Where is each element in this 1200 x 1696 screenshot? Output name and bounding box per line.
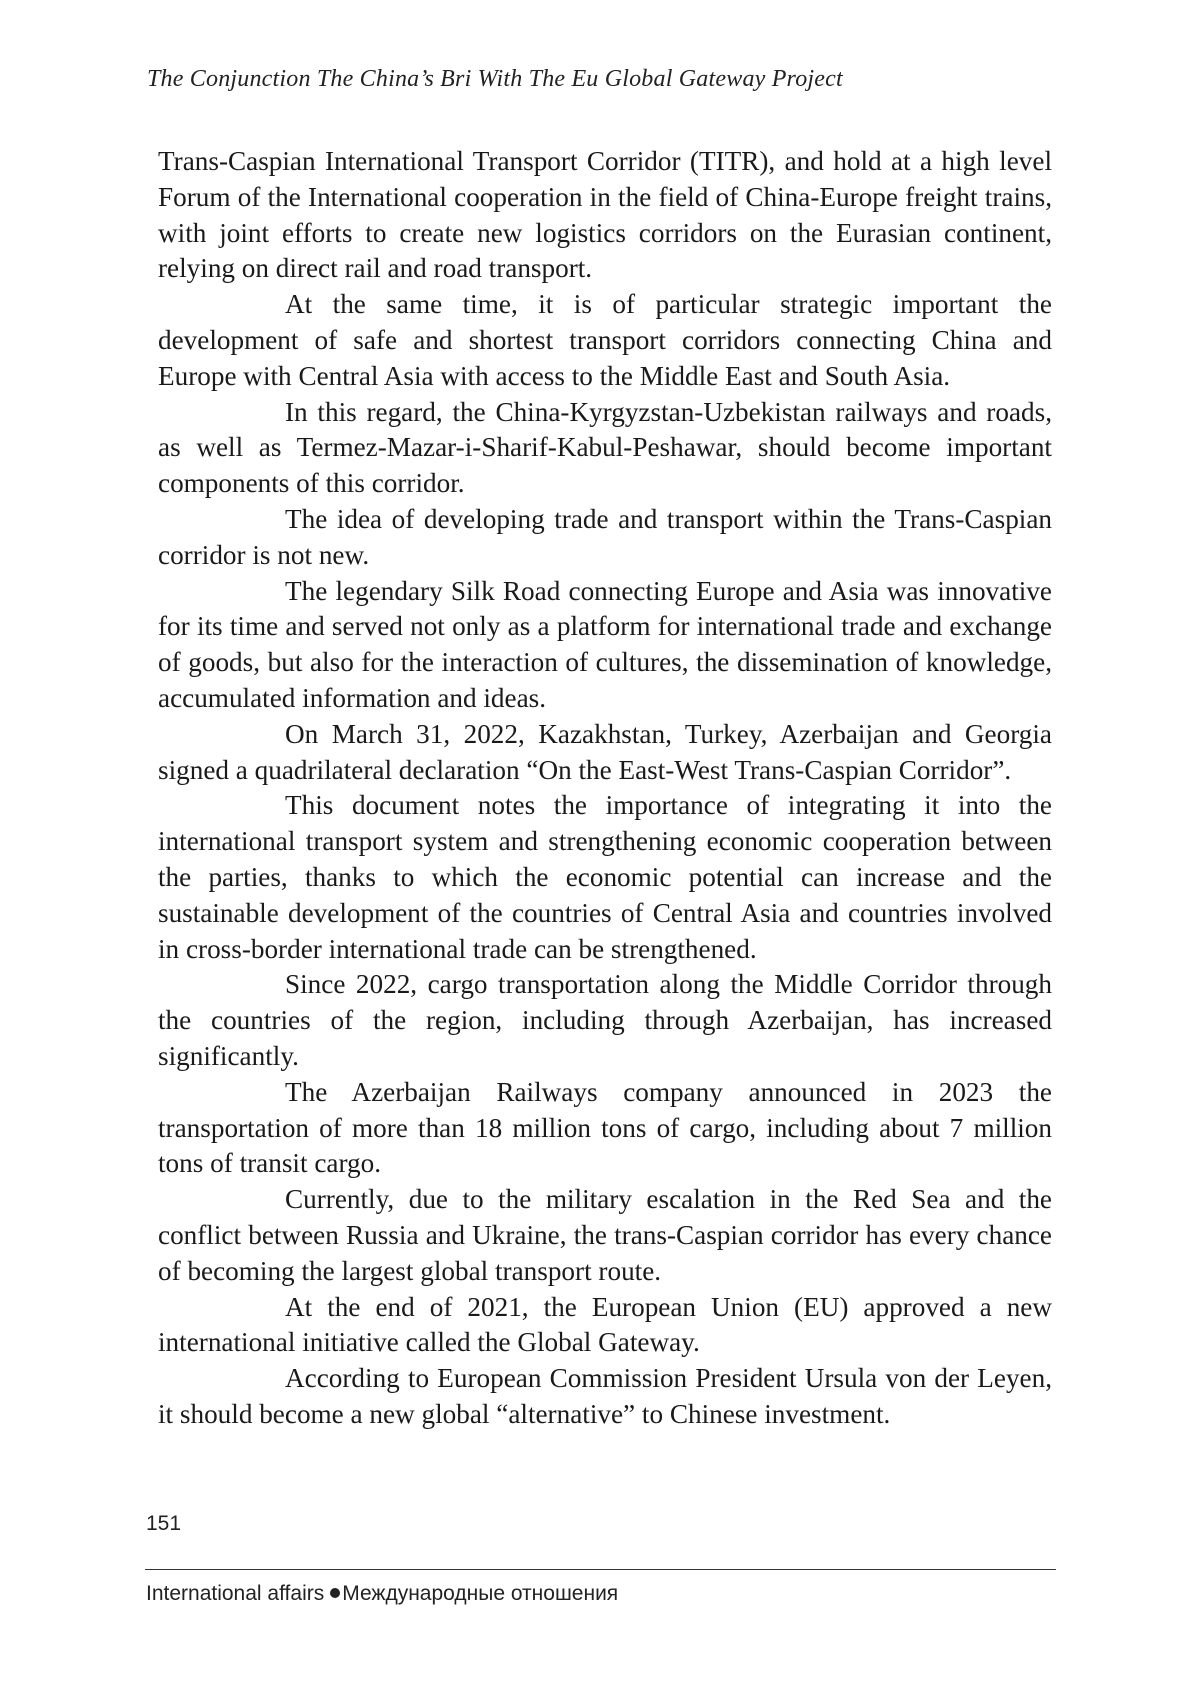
journal-name-ru: Международные отношения bbox=[342, 1582, 619, 1605]
paragraph: The legendary Silk Road connecting Europe and Asia was innovative for its time and served not only as a platform for international trade and exchange of goods, but also for the interaction of cultures, the dissemination of knowledge, accumulated information and ideas. bbox=[158, 575, 1052, 713]
journal-footer bbox=[146, 1582, 618, 1606]
journal-name-en: International affairs bbox=[146, 1582, 325, 1605]
paragraph: The Azerbaijan Railways company announced in 2023 the transportation of more than 18 million tons of cargo, including about 7 million tons of transit cargo. bbox=[158, 1076, 1052, 1179]
running-header: The Conjunction The China’s Bri With The Eu Global Gateway Project bbox=[147, 66, 843, 92]
bullet-icon bbox=[330, 1588, 340, 1598]
paragraph: Currently, due to the military escalation in the Red Sea and the conflict between Russia and Ukraine, the trans-Caspian corridor has every chance of becoming the largest global transport route. bbox=[158, 1184, 1052, 1286]
paragraph: At the end of 2021, the European Union (EU) approved a new international initiative called the Global Gateway. bbox=[158, 1291, 1052, 1358]
article-body bbox=[158, 144, 1052, 1433]
paragraph: According to European Commission President Ursula von der Leyen, it should become a new global “alternative” to Chinese investment. bbox=[158, 1363, 1052, 1429]
footer-divider bbox=[145, 1569, 1056, 1570]
paragraph: At the same time, it is of particular strategic important the development of safe and shortest transport corridors connecting China and Europe with Central Asia with access to the Middle East and South Asia. bbox=[158, 289, 1052, 391]
paragraph: Trans-Caspian International Transport Corridor (TITR), and hold at a high level Forum of the International cooperation in the field of China-Europe freight trains, with joint efforts to create new logistics corridors on the Eurasian continent, relying on direct rail and road transport. bbox=[158, 146, 1052, 284]
paragraph: In this regard, the China-Kyrgyzstan-Uzbekistan railways and roads, as well as Termez-Mazar-i-Sharif-Kabul-Peshawar, should become important components of this corridor. bbox=[158, 396, 1052, 499]
page-number: 151 bbox=[146, 1512, 182, 1535]
paragraph: The idea of developing trade and transport within the Trans-Caspian corridor is not new. bbox=[158, 503, 1052, 570]
paragraph: On March 31, 2022, Kazakhstan, Turkey, Azerbaijan and Georgia signed a quadrilateral declaration “On the East-West Trans-Caspian Corridor”. bbox=[158, 718, 1052, 785]
paragraph: Since 2022, cargo transportation along the Middle Corridor through the countries of the region, including through Azerbaijan, has increased significantly. bbox=[158, 969, 1052, 1071]
paragraph: This document notes the importance of integrating it into the international transport system and strengthening economic cooperation between the parties, thanks to which the economic potential can increase and the sustainable development of the countries of Central Asia and countries involved in cross-border international trade can be strengthened. bbox=[158, 790, 1052, 964]
